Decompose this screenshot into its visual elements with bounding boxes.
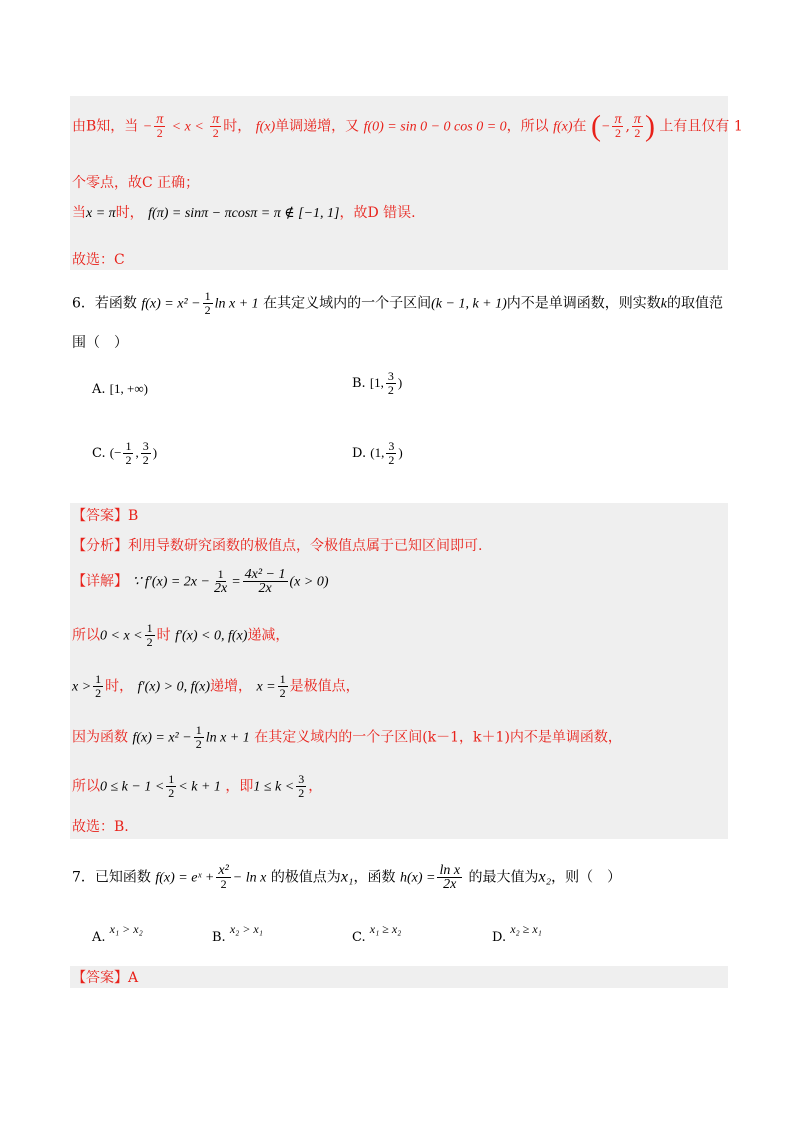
answer6-conclusion: 故选：B.: [72, 819, 129, 835]
q7-stem: 7．已知函数 f(x) = eˣ + $\frac{\text{x²}}{2}$ − ln x 的极值点为x₁，函数 h(x) = $\frac{\text{ln x}}{2x}$ 的最大值为x₂，则（ ）: [72, 863, 622, 892]
q6-option-b[interactable]: B. [1, $\frac{3}{2}$ ): [352, 369, 403, 397]
q7-option-b[interactable]: B. x₂ > x₁: [212, 922, 263, 945]
answer6-answer: 【答案】B: [72, 508, 139, 524]
q7-option-a[interactable]: A. x₁ > x₂: [92, 922, 143, 945]
answer6-detail: 【详解】 ∵ f′(x) = 2x − $\frac{1}{2x}$ = $\frac{\text{4x² − 1}}{2x}$ (x > 0): [72, 567, 329, 596]
solution5-line3: 当x = π时， f(π) = sinπ − πcosπ = π ∉ [−1, 1]，故D 错误.: [72, 205, 416, 221]
q6-stem: 6．若函数 f(x) = x² − $\frac{1}{2}$ ln x + 1 在其定义域内的一个子区间(k − 1, k + 1)内不是单调函数，则实数k的取值范: [72, 289, 723, 317]
q7-option-d[interactable]: D. x₂ ≥ x₁: [492, 922, 542, 945]
answer7-block: [70, 966, 728, 988]
answer6-line2: 所以0 < x < $\frac{1}{2}$ 时 f′(x) < 0, f(x)递减，: [72, 621, 290, 649]
solution5-conclusion: 故选：C: [72, 252, 125, 268]
answer6-analysis: 【分析】利用导数研究函数的极值点，令极值点属于已知区间即可.: [72, 538, 483, 554]
answer6-line3: x > $\frac{1}{2}$ 时， f′(x) > 0, f(x)递增， x = $\frac{1}{2}$ 是极值点，: [72, 672, 360, 700]
q6-option-a[interactable]: A. [1, +∞): [92, 381, 148, 397]
solution5-line1: 由B知，当 − $\frac{\pi}{2}$ < x < $\frac{\pi}{2}$ 时， f(x)单调递增，又 f(0) = sin 0 − 0 cos 0 = 0，所以 f(x)在 (− $\frac{\pi}{2}$ , $\frac{\pi}{2}$ ) 上有且仅有 1: [72, 109, 743, 143]
answer6-line4: 因为函数 f(x) = x² − $\frac{1}{2}$ ln x + 1 在其定义域内的一个子区间(k－1，k＋1)内不是单调函数，: [72, 723, 622, 751]
answer6-line5: 所以0 ≤ k − 1 < $\frac{1}{2}$ < k + 1 ，即1 ≤ k < $\frac{3}{2}$ ，: [72, 772, 323, 800]
q6-stem-line2: 围（ ）: [72, 335, 128, 351]
q6-option-d[interactable]: D. (1, $\frac{3}{2}$ ): [352, 439, 403, 467]
q7-option-c[interactable]: C. x₁ ≥ x₂: [352, 922, 402, 945]
q6-option-c[interactable]: C. (− $\frac{1}{2}$ , $\frac{3}{2}$ ): [92, 439, 158, 467]
answer7-answer: 【答案】A: [72, 970, 139, 986]
solution5-line2: 个零点，故C 正确；: [72, 175, 200, 191]
